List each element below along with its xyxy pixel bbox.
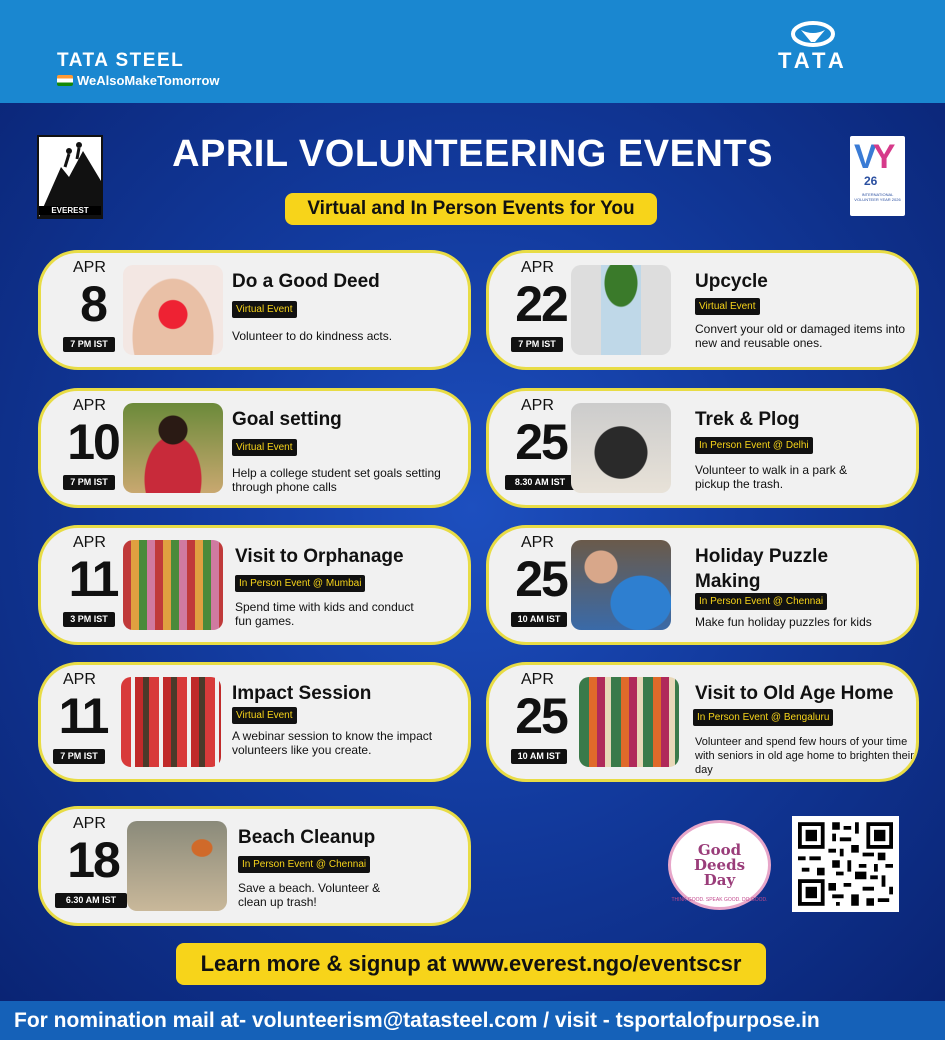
tata-steel-wordmark: TATA STEEL bbox=[57, 50, 185, 71]
tagline bbox=[57, 73, 220, 88]
event-card[interactable] bbox=[38, 388, 471, 508]
event-card[interactable] bbox=[486, 525, 919, 645]
good-deeds-text bbox=[671, 843, 768, 888]
good-deeds-line1: Good bbox=[697, 841, 742, 859]
event-title: Impact Session bbox=[232, 683, 372, 704]
qr-code[interactable] bbox=[792, 816, 899, 912]
ivy-text: INTERNATIONAL VOLUNTEER YEAR 2026 bbox=[854, 192, 901, 202]
event-card[interactable] bbox=[486, 388, 919, 508]
event-time: 8.30 AM IST bbox=[505, 475, 575, 490]
event-title: Visit to Orphanage bbox=[235, 546, 404, 567]
event-time: 10 AM IST bbox=[511, 612, 567, 627]
event-time: 6.30 AM IST bbox=[55, 893, 127, 908]
event-description: Volunteer to walk in a park & pickup the trash. bbox=[695, 463, 848, 491]
event-month: APR bbox=[73, 259, 106, 276]
event-title: Upcycle bbox=[695, 271, 768, 292]
event-type-badge: In Person Event @ Chennai bbox=[695, 593, 827, 610]
event-title: Holiday Puzzle Making bbox=[695, 546, 829, 592]
event-card[interactable] bbox=[38, 250, 471, 370]
event-type-badge: In Person Event @ Bengaluru bbox=[693, 709, 833, 726]
event-description: Volunteer to do kindness acts. bbox=[232, 329, 393, 343]
event-title: Do a Good Deed bbox=[232, 271, 380, 292]
event-title: Beach Cleanup bbox=[238, 827, 376, 848]
event-day: 10 bbox=[67, 414, 119, 470]
event-month: APR bbox=[73, 534, 106, 551]
bottle-planter-photo bbox=[571, 265, 671, 355]
event-card[interactable] bbox=[38, 525, 471, 645]
ivy-number: 26 bbox=[864, 174, 878, 188]
event-description: Spend time with kids and conduct fun games. bbox=[235, 600, 414, 628]
event-day: 25 bbox=[515, 414, 567, 470]
good-deeds-line3: Day bbox=[703, 871, 736, 889]
event-type-badge: Virtual Event bbox=[695, 298, 760, 315]
signup-banner[interactable]: Learn more & signup at www.everest.ngo/eventscsr bbox=[176, 943, 766, 985]
event-month: APR bbox=[73, 815, 106, 832]
good-deeds-ring-text: THINK GOOD. SPEAK GOOD. DO GOOD. bbox=[671, 897, 768, 903]
event-month: APR bbox=[521, 397, 554, 414]
event-time: 7 PM IST bbox=[53, 749, 105, 764]
event-month: APR bbox=[521, 671, 554, 688]
event-time: 7 PM IST bbox=[511, 337, 563, 352]
trash-bag-photo bbox=[571, 403, 671, 493]
event-description: Convert your old or damaged items into new and reusable ones. bbox=[695, 322, 906, 350]
event-month: APR bbox=[73, 397, 106, 414]
event-description: Help a college student set goals setting through phone calls bbox=[232, 466, 441, 494]
ivy-mark: VY bbox=[854, 138, 892, 176]
event-type-badge: Virtual Event bbox=[232, 439, 297, 456]
event-type-badge: In Person Event @ Mumbai bbox=[235, 575, 365, 592]
good-deeds-line2: Deeds bbox=[693, 856, 746, 874]
event-month: APR bbox=[521, 259, 554, 276]
event-day: 25 bbox=[515, 688, 567, 744]
event-card[interactable] bbox=[38, 806, 471, 926]
event-title: Visit to Old Age Home bbox=[695, 683, 894, 704]
event-card[interactable] bbox=[486, 662, 919, 782]
event-month: APR bbox=[63, 671, 96, 688]
event-type-badge: In Person Event @ Delhi bbox=[695, 437, 813, 454]
event-day: 11 bbox=[68, 551, 118, 607]
event-time: 10 AM IST bbox=[511, 749, 567, 764]
event-description: Make fun holiday puzzles for kids bbox=[695, 615, 872, 629]
event-description: A webinar session to know the impact volunteers like you create. bbox=[232, 729, 433, 757]
volunteers-group-photo bbox=[121, 677, 221, 767]
student-phone-photo bbox=[123, 403, 223, 493]
tata-wordmark: TATA bbox=[778, 48, 848, 73]
good-deeds-day-logo bbox=[668, 820, 771, 910]
india-flag-icon bbox=[57, 75, 73, 86]
event-time: 3 PM IST bbox=[63, 612, 115, 627]
event-day: 22 bbox=[515, 276, 567, 332]
event-card[interactable] bbox=[486, 250, 919, 370]
event-time: 7 PM IST bbox=[63, 337, 115, 352]
event-title: Goal setting bbox=[232, 409, 342, 430]
nomination-footer: For nomination mail at- volunteerism@tatasteel.com / visit - tsportalofpurpose.in bbox=[0, 1001, 945, 1040]
event-card[interactable] bbox=[38, 662, 471, 782]
event-description: Save a beach. Volunteer & clean up trash! bbox=[238, 881, 381, 909]
event-description: Volunteer and spend few hours of your time with seniors in old age home to brighten their day bbox=[695, 736, 914, 776]
event-day: 8 bbox=[80, 276, 106, 332]
subtitle-banner: Virtual and In Person Events for You bbox=[285, 193, 657, 225]
event-day: 25 bbox=[515, 551, 567, 607]
tagline-text: WeAlsoMakeTomorrow bbox=[77, 73, 220, 88]
child-puzzle-photo bbox=[571, 540, 671, 630]
event-title: Trek & Plog bbox=[695, 409, 800, 430]
heart-in-hands-photo bbox=[123, 265, 223, 355]
event-type-badge: In Person Event @ Chennai bbox=[238, 856, 370, 873]
seniors-group-photo bbox=[579, 677, 679, 767]
header-bar bbox=[0, 0, 945, 103]
kids-group-photo bbox=[123, 540, 223, 630]
page-title: APRIL VOLUNTEERING EVENTS bbox=[172, 133, 773, 175]
event-type-badge: Virtual Event bbox=[232, 707, 297, 724]
event-day: 18 bbox=[67, 832, 119, 888]
beach-cleanup-photo bbox=[127, 821, 227, 911]
event-time: 7 PM IST bbox=[63, 475, 115, 490]
qr-code-icon bbox=[798, 822, 893, 906]
event-month: APR bbox=[521, 534, 554, 551]
everest-label: EVEREST bbox=[39, 206, 101, 215]
event-type-badge: Virtual Event bbox=[232, 301, 297, 318]
event-day: 11 bbox=[58, 688, 108, 744]
